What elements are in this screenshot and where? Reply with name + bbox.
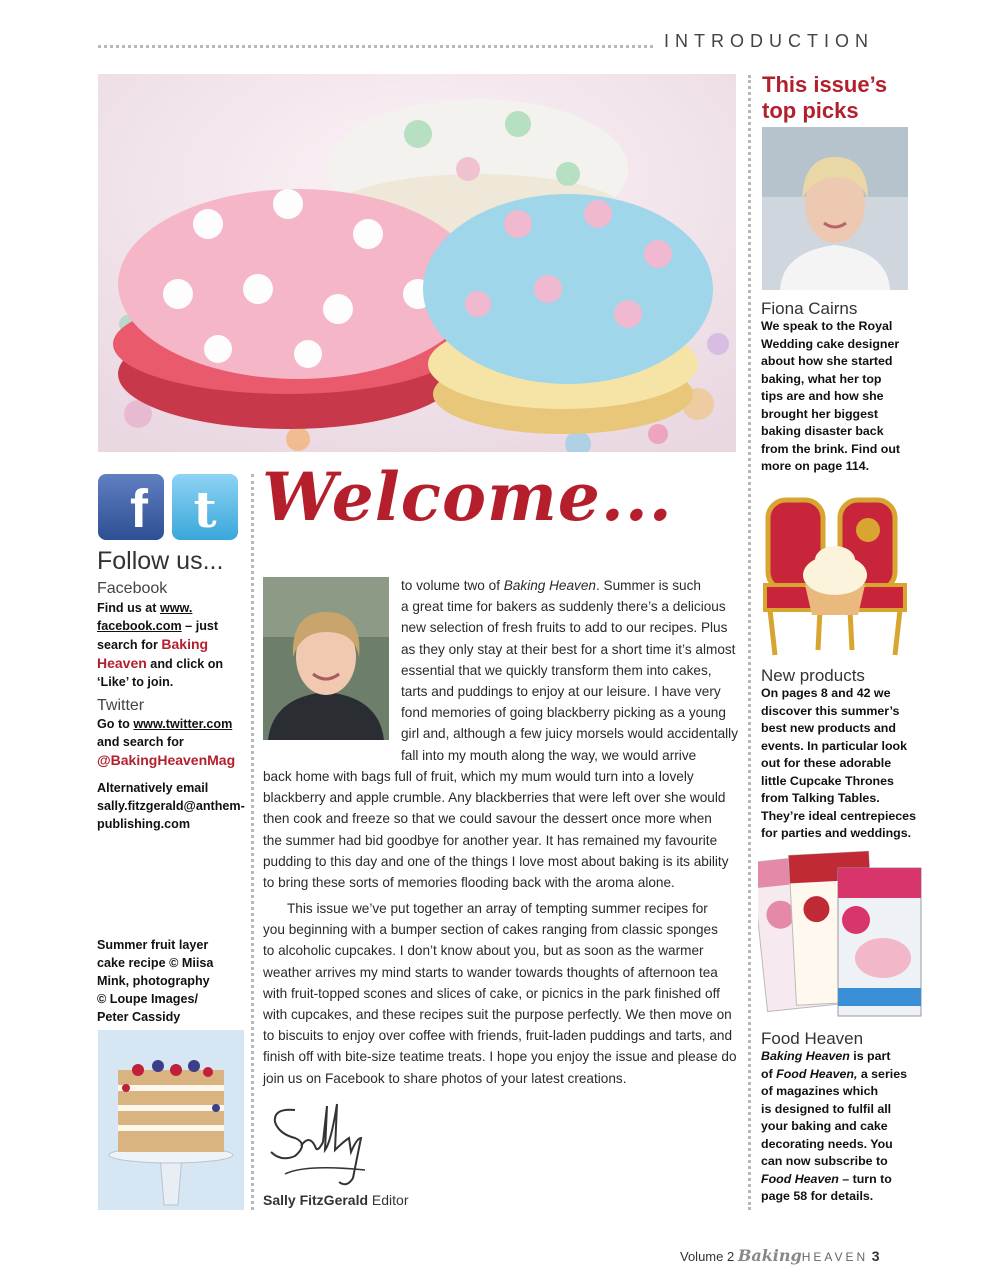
facebook-link-cont[interactable]: facebook.com	[97, 619, 182, 633]
magazine-covers-photo	[758, 848, 923, 1018]
twitter-handle: @BakingHeavenMag	[97, 752, 236, 768]
hero-cakes-photo	[98, 74, 736, 452]
footer-brand-logo: Baking	[737, 1246, 802, 1265]
twitter-link[interactable]: www.twitter.com	[133, 717, 233, 731]
top-picks-heading: This issue’s top picks	[762, 72, 888, 123]
fiona-cairns-text: We speak to the Royal Wedding cake designer about how she started baking, what her top tips are and how she brought her biggest baking disaster back from the brink. Find out more on page 114.	[761, 319, 901, 473]
editor-photo	[263, 577, 389, 740]
cupcake-thrones-photo	[760, 490, 910, 660]
section-title: INTRODUCTION	[664, 31, 874, 51]
facebook-link[interactable]: www.	[159, 601, 193, 615]
new-products-text: On pages 8 and 42 we discover this summer’s best new products and events. In particular look out for these adorable little Cupcake Thrones from Talking Tables. They’re ideal centrepieces for parties and weddings.	[761, 686, 916, 840]
body-paragraph-2: This issue we’ve put together an array of tempting summer recipes for you beginning with a bumper section of cakes ranging from classic sponges to alcoholic cupcakes. I don’t know about you, but as soon as the warmer weather arrives my mind starts to wander towards thoughts of afternoon tea with fruit-topped scones and slices of cake, or picnics in the park finished off with cupcakes, and these recipes suit the purpose perfectly. We then move on to biscuits to enjoy over coffee with friends, fruit-laden puddings and tarts, and finish off with bite-size teatime treats. I hope you enjoy the issue and please do join us on Facebook to share photos of your latest creations.	[263, 901, 737, 1086]
photo-credit: Summer fruit layer cake recipe © Miisa Mink, photography © Loupe Images/ Peter Cassidy	[97, 938, 214, 1024]
email-text: Alternatively email sally.fitzgerald@anthem- publishing.com	[97, 781, 245, 831]
welcome-heading: Welcome...	[262, 458, 673, 536]
fiona-cairns-heading: Fiona Cairns	[761, 299, 858, 318]
handwritten-signature	[265, 1098, 385, 1188]
new-products-heading: New products	[761, 666, 865, 685]
twitter-heading: Twitter	[97, 697, 145, 714]
sidebar-dotted-rule	[748, 75, 751, 1210]
food-heaven-text: Baking Heaven is part of Food Heaven, a series of magazines which is designed to fulfil all your baking and cake decorating needs. You can now subscribe to Food Heaven – turn to page 58 for details.	[761, 1049, 907, 1203]
facebook-text: Find us at www. facebook.com – just search for Baking Heaven and click on ‘Like’ to join.	[97, 601, 224, 689]
header-dotted-rule	[98, 45, 653, 48]
intro-paragraph: to volume two of Baking Heaven. Summer is such a great time for bakers as suddenly there’s a delicious new selection of fresh fruits to add to our recipes. Plus as they only stay at their best for a short time it’s almost essential that we quickly transform them into cakes, tarts and puddings to enjoy at our leisure. I have very fond memories of going blackberry picking as a young girl and, although a few juicy morsels would accidentally fall into my mouth along the way, we would arrive	[401, 578, 738, 763]
follow-us-heading: Follow us...	[97, 547, 224, 575]
page-number: 3	[871, 1248, 880, 1264]
layer-cake-photo	[98, 1030, 244, 1210]
body-paragraph-1: back home with bags full of fruit, which my mum would turn into a lovely blackberry and apple crumble. Any blackberries that were left over she would then cook and freeze so that we could savour the dessert once more when the summer had bid goodbye for another year. It has remained my favourite pudding to this day and one of the things I love most about baking is its ability to bring these sorts of memories flooding back with the aroma alone.	[263, 769, 729, 891]
twitter-icon[interactable]: t	[172, 474, 238, 540]
page-footer: Volume 2 BakingHEAVEN 3	[680, 1246, 880, 1265]
facebook-heading: Facebook	[97, 580, 168, 597]
food-heaven-heading: Food Heaven	[761, 1029, 864, 1048]
editor-signoff: Sally FitzGerald Editor	[263, 1192, 409, 1208]
facebook-icon[interactable]: f	[98, 474, 164, 540]
fiona-cairns-photo	[762, 127, 908, 290]
column-dotted-rule	[251, 474, 254, 1210]
twitter-text: Go to www.twitter.com and search for @BakingHeavenMag	[97, 715, 252, 769]
